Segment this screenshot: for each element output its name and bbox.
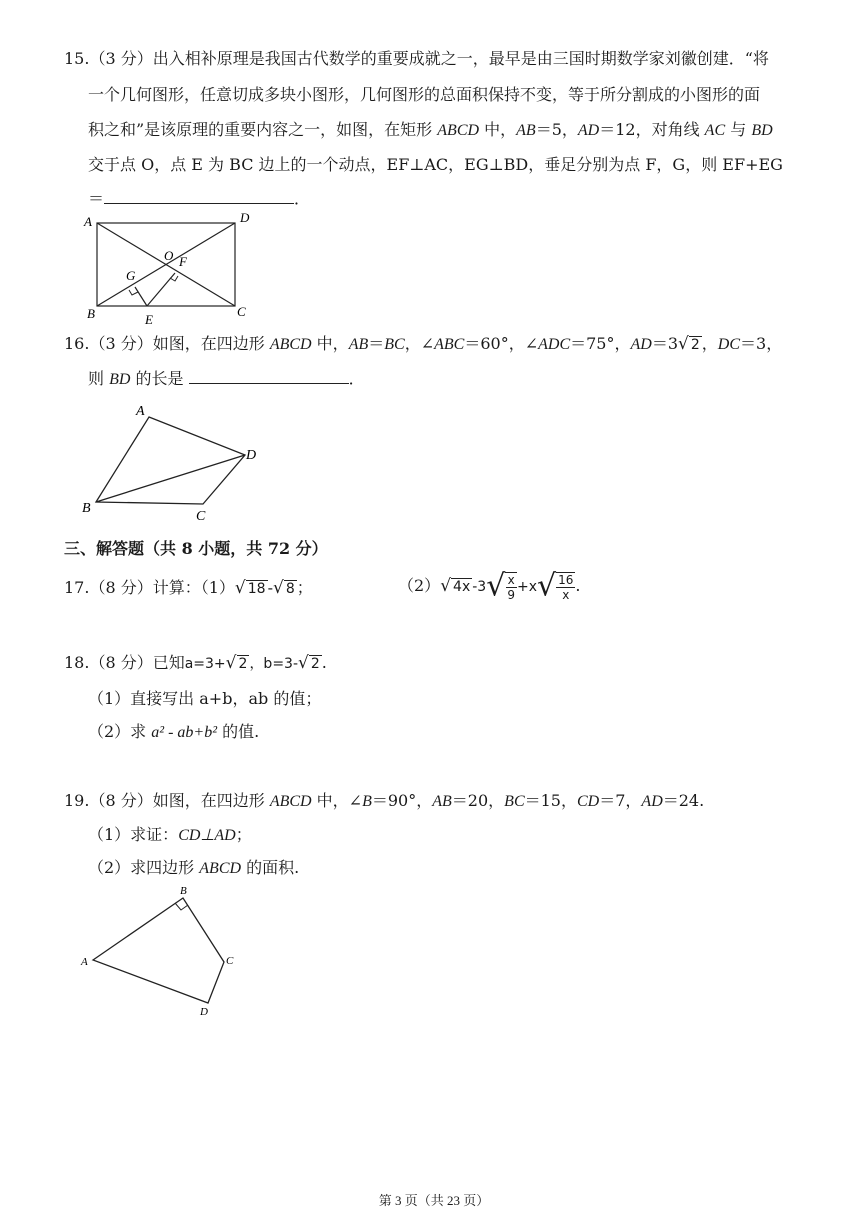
q18-sub-2: （2）求 a² - ab+b² 的值. <box>88 722 260 741</box>
q19-label-d: D <box>200 1006 208 1018</box>
page-footer: 第 3 页（共 23 页） <box>378 1193 490 1208</box>
q15-answer-blank[interactable] <box>104 189 294 204</box>
q15-line-3: 积之和”是该原理的重要内容之一，如图，在矩形 ABCD 中，AB＝5，AD＝12，对角线 AC 与 BD <box>88 120 773 139</box>
section-3-title: 三、解答题（共 8 小题，共 72 分） <box>64 539 328 558</box>
q16-quadrilateral-figure <box>78 400 268 525</box>
q16-line-1: 16.（3 分）如图，在四边形 ABCD 中，AB＝BC，∠ABC＝60°，∠ADC＝75°，AD＝3√ 2 ，DC＝3， <box>64 334 783 354</box>
q19-label-a: A <box>81 956 88 968</box>
q16-label-c: C <box>196 509 206 524</box>
q19-sub-1: （1）求证：CD⊥AD； <box>88 825 252 844</box>
q15-label-f: F <box>179 254 187 269</box>
q16-label-d: D <box>246 448 257 463</box>
q17-part-2: （2）√ 4x -3√ $\frac{x}{9}$ +x√ $\frac{16}{x}$ . <box>398 568 581 604</box>
q15-line-4: 交于点 O，点 E 为 BC 边上的一个动点，EF⊥AC，EG⊥BD，垂足分别为点 F，G，则 EF+EG <box>88 155 783 174</box>
q19-quadrilateral-figure <box>78 882 248 1022</box>
q15-label-b: B <box>87 306 95 321</box>
q15-label-g: G <box>126 268 136 283</box>
q15-label-c: C <box>237 304 246 319</box>
q18-line-1: 18.（8 分）已知a=3+√ 2 ，b=3-√ 2 . <box>64 653 327 673</box>
q17-line: 17.（8 分）计算：（1）√ 18 -√ 8 ； <box>64 578 313 598</box>
q16-line-2: 则 BD 的长是 ． <box>88 369 365 388</box>
q15-line-2: 一个几何图形，任意切成多块小图形，几何图形的总面积保持不变，等于所分割成的小图形的面 <box>88 85 761 104</box>
q19-line-1: 19.（8 分）如图，在四边形 ABCD 中，∠B＝90°，AB＝20，BC＝15，CD＝7，AD＝24. <box>64 791 705 810</box>
q16-label-b: B <box>82 501 91 516</box>
q16-answer-blank[interactable] <box>189 369 349 384</box>
q15-line-5: ＝ ． <box>88 189 311 208</box>
q15-line-1: 15.（3 分）出入相补原理是我国古代数学的重要成就之一，最早是由三国时期数学家刘徽创建．“将 <box>64 49 769 68</box>
q19-sub-2: （2）求四边形 ABCD 的面积. <box>88 858 300 877</box>
q19-label-b: B <box>180 885 187 897</box>
q16-label-a: A <box>136 404 145 419</box>
q15-label-a: A <box>84 214 92 229</box>
q15-label-d: D <box>240 210 250 225</box>
q15-label-e: E <box>145 312 153 327</box>
q19-label-c: C <box>226 955 234 967</box>
q15-rectangle-figure <box>80 208 260 328</box>
q18-sub-1: （1）直接写出 a+b，ab 的值； <box>88 689 322 708</box>
q15-label-o: O <box>164 248 174 263</box>
